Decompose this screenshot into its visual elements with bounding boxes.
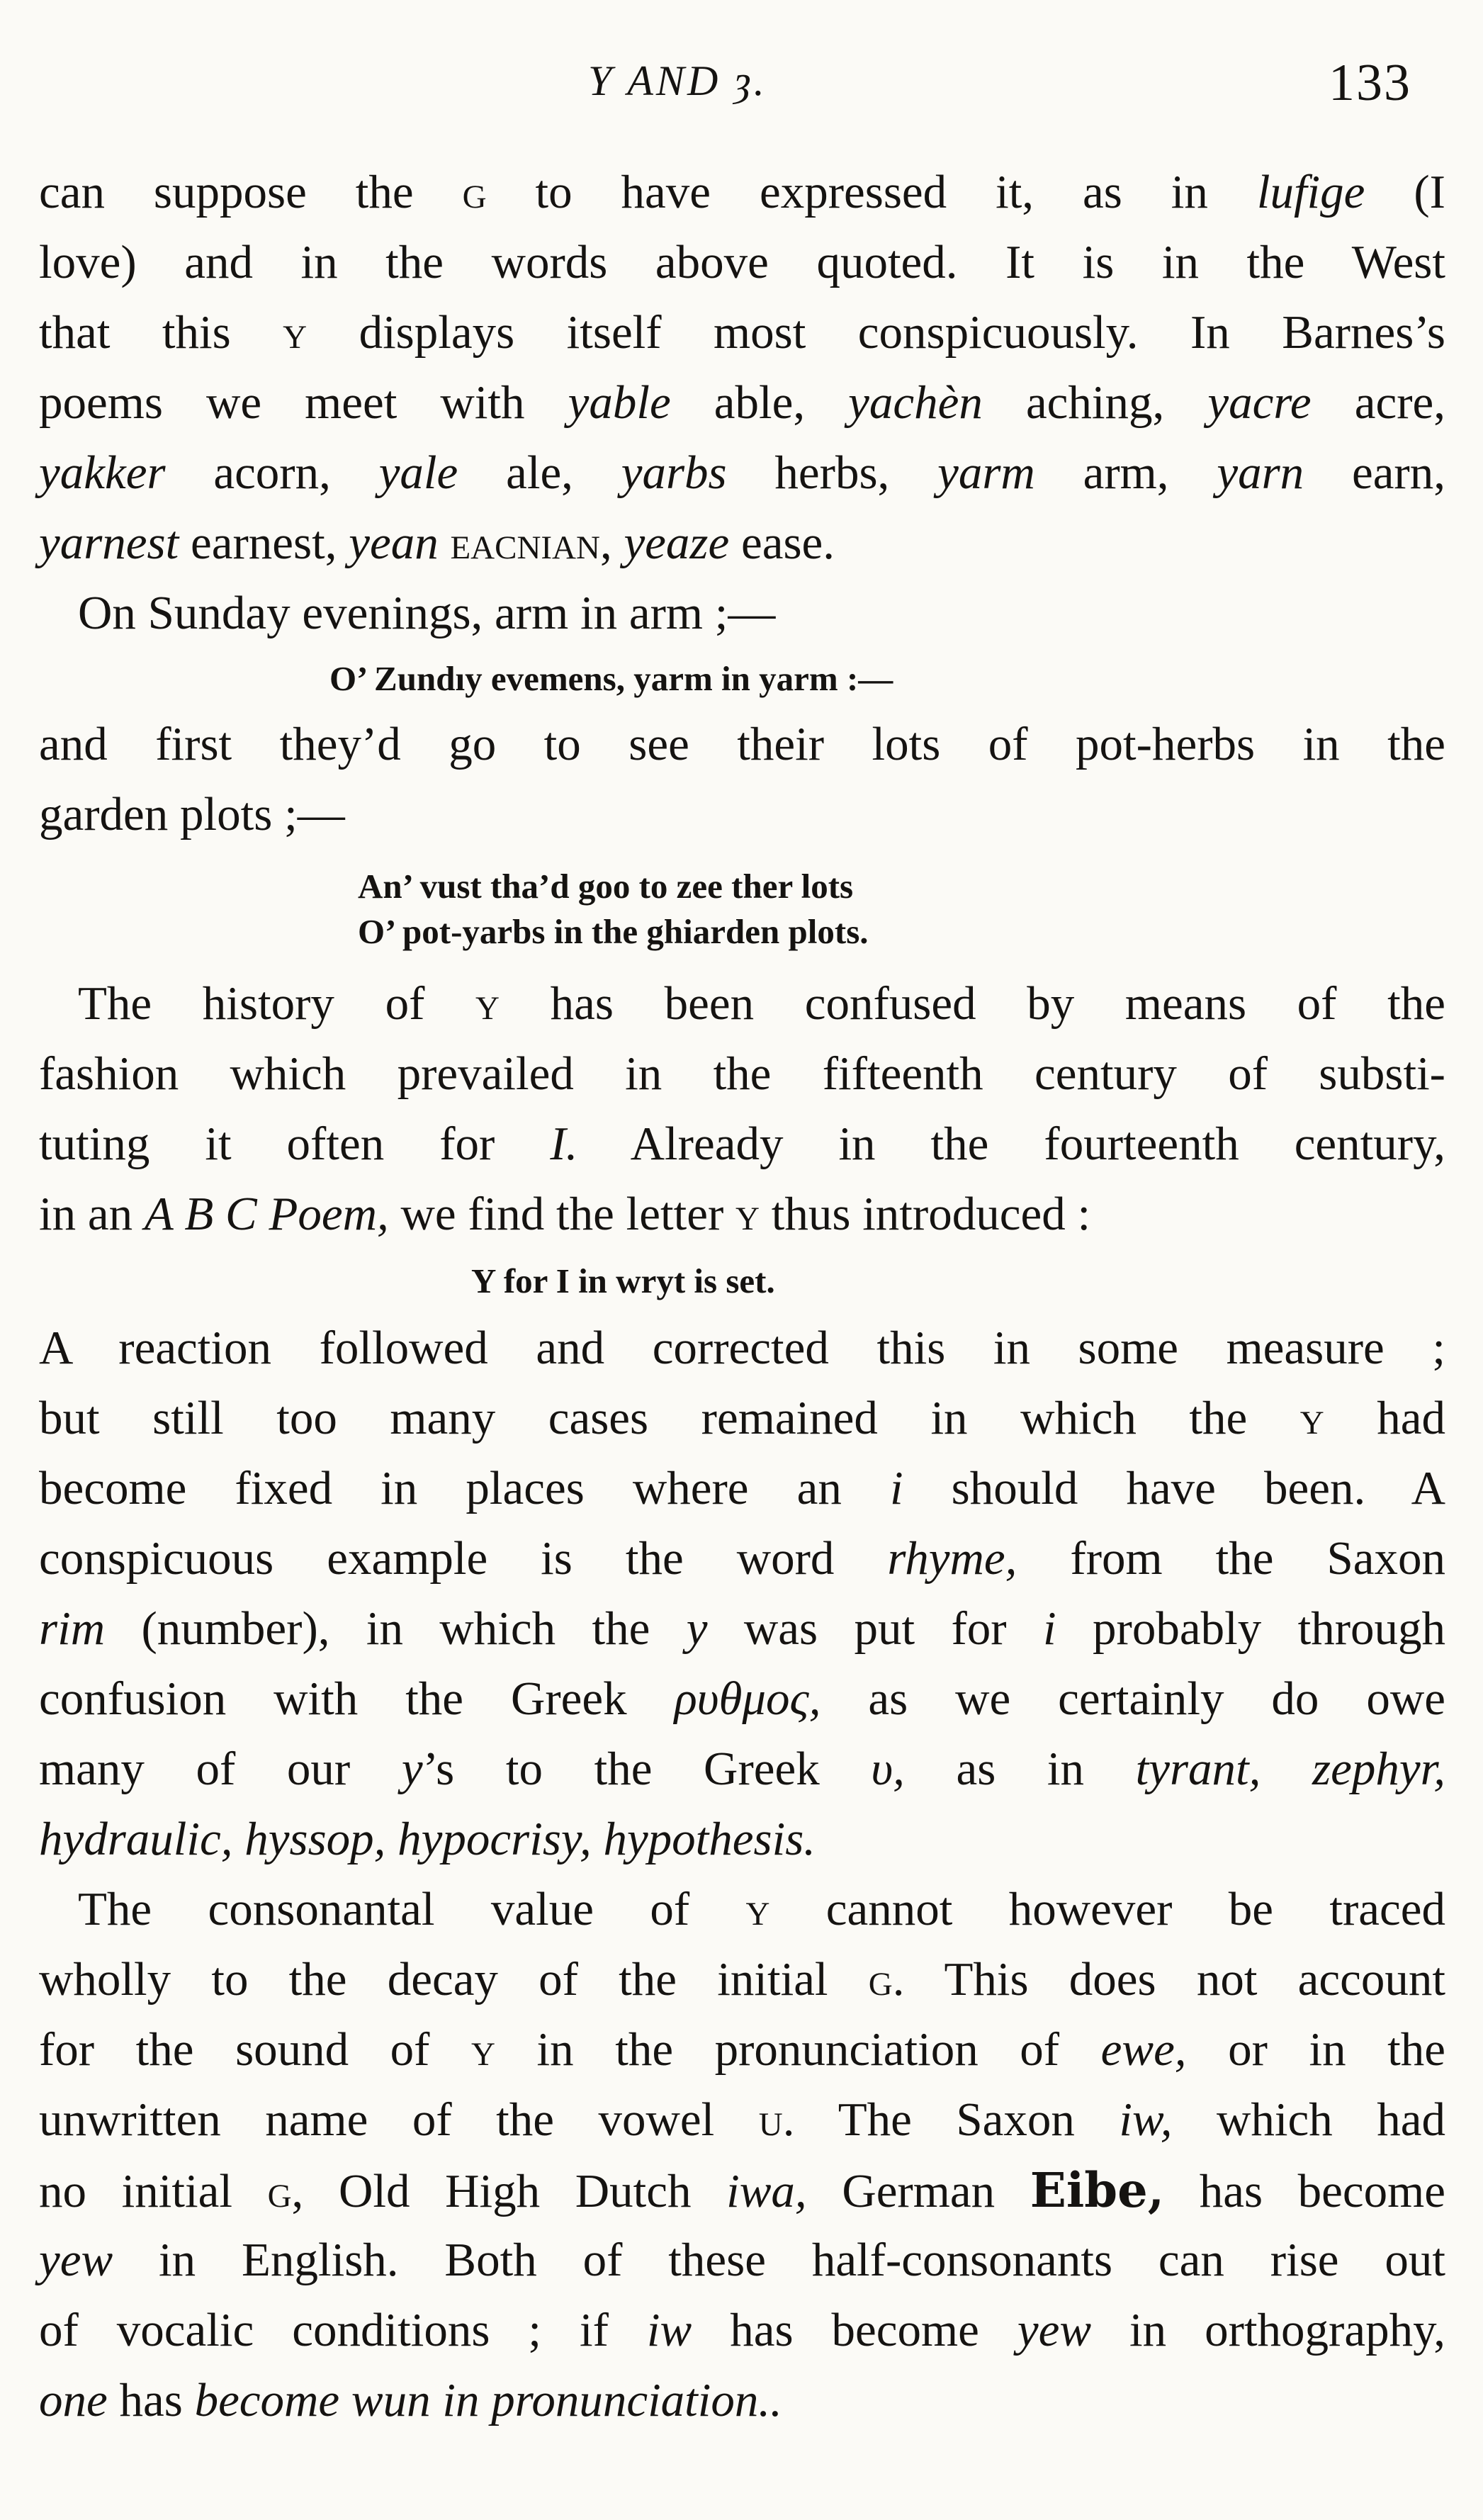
page-body xyxy=(39,157,1445,2436)
text-line: but still too many cases remained in which the y had xyxy=(39,1392,1445,1444)
dialect-quote-1: O’ Zundıy evemens, yarm in yarm :— xyxy=(329,659,893,698)
paragraph-4 xyxy=(39,969,1445,1249)
text-line: yew in English. Both of these half-consonants can rise out xyxy=(39,2234,1445,2286)
text-line: garden plots ;— xyxy=(39,788,345,840)
text-line: can suppose the g to have expressed it, as in lufige (I xyxy=(39,166,1445,218)
dialect-quote-2 xyxy=(39,864,1445,955)
text-line: confusion with the Greek ρυθμος, as we certainly do owe xyxy=(39,1672,1445,1725)
text-line: in an A B C Poem, we find the letter y thus introduced : xyxy=(39,1188,1091,1240)
text-line: love) and in the words above quoted. It is in the West xyxy=(39,236,1445,288)
text-line: rim (number), in which the y was put for i probably through xyxy=(39,1602,1446,1655)
running-title: Y AND ȝ. xyxy=(588,57,767,104)
text-line: tuting it often for I. Already in the fourteenth century, xyxy=(39,1118,1445,1170)
text-line: A reaction followed and corrected this in some measure ; xyxy=(39,1322,1445,1374)
text-line: many of our y’s to the Greek υ, as in tyrant, zephyr, xyxy=(39,1743,1445,1795)
text-line: for the sound of y in the pronunciation of ewe, or in the xyxy=(39,2023,1445,2076)
text-line: The consonantal value of y cannot however be traced xyxy=(78,1883,1445,1935)
text-line: The history of y has been confused by means of the xyxy=(78,977,1445,1030)
text-line: of vocalic conditions ; if iw has become yew in orthography, xyxy=(39,2304,1446,2356)
text-line: wholly to the decay of the initial g. This does not account xyxy=(39,1953,1445,2006)
text-line: that this y displays itself most conspicuously. In Barnes’s xyxy=(39,306,1445,359)
text-line: unwritten name of the vowel u. The Saxon iw, which had xyxy=(39,2093,1445,2146)
text-line: conspicuous example is the word rhyme, from the Saxon xyxy=(39,1532,1445,1585)
quote-abc-poem: Y for I in wryt is set. xyxy=(471,1261,775,1300)
paragraph-5 xyxy=(39,1313,1445,1874)
quote-line: An’ vust tha’d goo to zee ther lots xyxy=(358,867,854,906)
text-line: hydraulic, hyssop, hypocrisy, hypothesis. xyxy=(39,1813,816,1865)
text-line: no initial g, Old High Dutch iwa, German Eibe, has become xyxy=(39,2162,1445,2218)
paragraph-2: On Sunday evenings, arm in arm ;— xyxy=(78,587,776,639)
text-line: fashion which prevailed in the fifteenth century of substi- xyxy=(39,1047,1445,1100)
page-number: 133 xyxy=(1329,54,1411,112)
text-line: and first they’d go to see their lots of pot-herbs in the xyxy=(39,718,1445,770)
paragraph-1 xyxy=(39,157,1445,578)
text-line: yarnest earnest, yean eacnian, yeaze ease. xyxy=(39,517,835,569)
quote-line: O’ pot-yarbs in the ghiarden plots. xyxy=(358,912,869,951)
page-header xyxy=(0,50,1483,128)
text-line: become fixed in places where an i should have been. A xyxy=(39,1462,1446,1514)
paragraph-6 xyxy=(39,1874,1445,2436)
paragraph-3 xyxy=(39,709,1445,850)
text-line: yakker acorn, yale ale, yarbs herbs, yarm arm, yarn earn, xyxy=(39,446,1445,499)
text-line: one has become wun in pronunciation.. xyxy=(39,2374,782,2426)
text-line: poems we meet with yable able, yachèn aching, yacre acre, xyxy=(39,376,1446,429)
